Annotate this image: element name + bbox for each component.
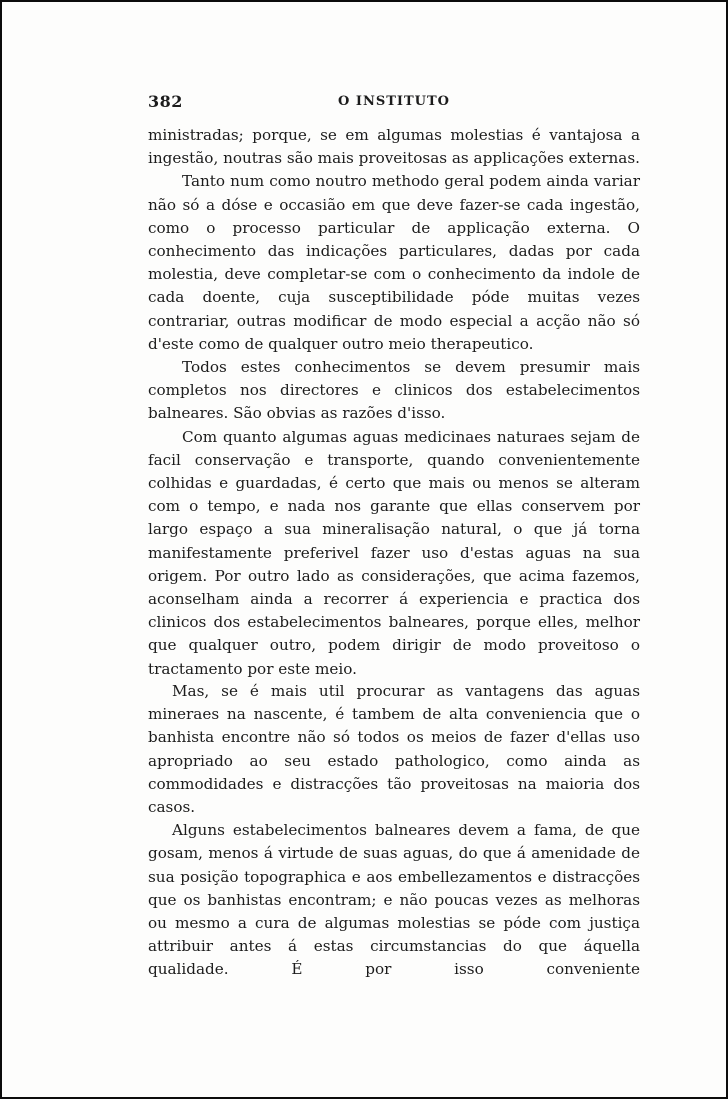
- paragraph-establishments: Alguns estabelecimentos balneares devem a fama, de que gosam, menos á virtude de suas aguas, do que á amenidade de sua posição topographica e aos embellezamentos e distracções que os banhistas encontram; e não poucas vezes as melhoras ou mesmo a cura de algumas molestias se póde com justiça attribuir antes á estas circumstancias do que áquella qualidade. É por isso conveniente: [148, 821, 640, 979]
- running-title: O INSTITUTO: [338, 94, 450, 109]
- text-section-2: [148, 680, 640, 982]
- paragraph-conservation: Com quanto algumas aguas medicinaes naturaes sejam de facil conservação e transporte, quando convenientemente colhidas e guardadas, é certo que mais ou menos se alteram com o tempo, e nada nos garante que ellas conservem por largo espaço a sua mineralisação natural, o que já torna manifestamente preferivel fazer uso d'estas aguas na sua origem. Por outro lado as considerações, que acima fazemos, aconselham ainda a recorrer á experiencia e practica dos clinicos dos estabelecimentos balneares, porque elles, melhor que qualquer outro, podem dirigir de modo proveitoso o tractamento por este meio.: [148, 427, 640, 678]
- paragraph-methods: Tanto num como noutro methodo geral podem ainda variar não só a dóse e occasião em que deve fazer-se cada ingestão, como o processo particular de applicação externa. O conhecimento das indicações particulares, dadas por cada molestia, deve completar-se com o conhecimento da indole de cada doente, cuja susceptibilidade póde muitas vezes contrariar, outras modificar de modo especial a acção não só d'este como de qualquer outro meio therapeutico.: [148, 172, 640, 353]
- running-head: [148, 92, 640, 114]
- paragraph-continuation: ministradas; porque, se em algumas molestias é vantajosa a ingestão, noutras são mais proveitosas as applicações externas.: [148, 126, 640, 168]
- paragraph-directors: Todos estes conhecimentos se devem presumir mais completos nos directores e clinicos dos estabelecimentos balneares. São obvias as razões d'isso.: [148, 358, 640, 423]
- text-section-1: [148, 124, 640, 681]
- paragraph-source-advantages: Mas, se é mais util procurar as vantagens das aguas mineraes na nascente, é tambem de alta conveniencia que o banhista encontre não só todos os meios de fazer d'ellas uso apropriado ao seu estado pathologico, como ainda as commodidades e distracções tão proveitosas na maioria dos casos.: [148, 682, 640, 817]
- page-number: 382: [148, 92, 183, 111]
